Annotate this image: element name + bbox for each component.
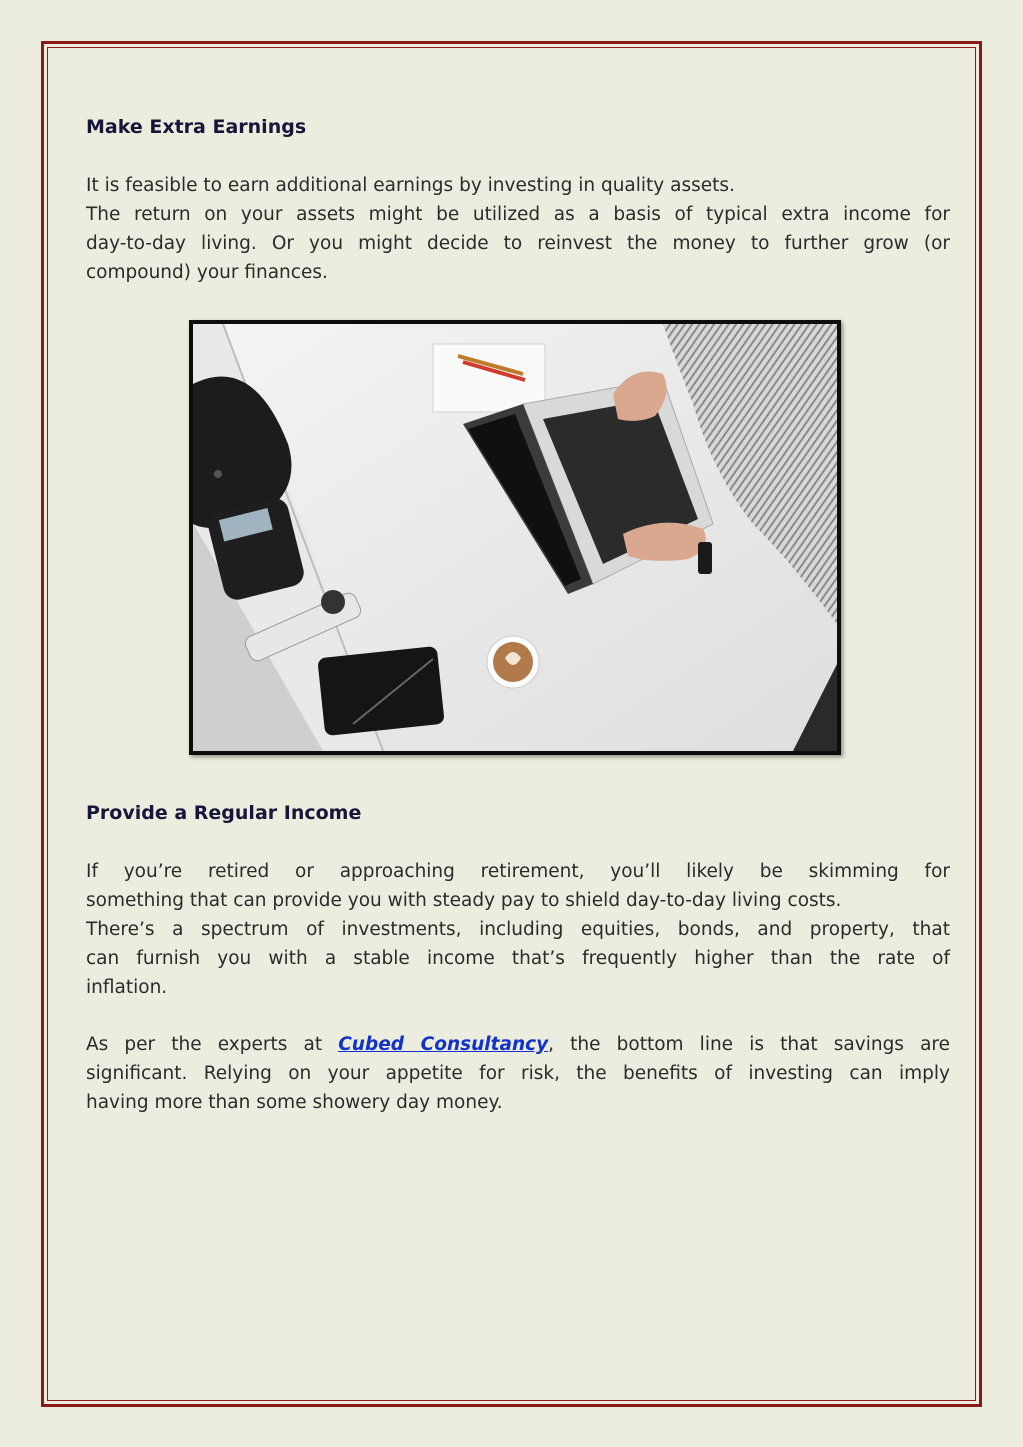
heading-make-extra-earnings: Make Extra Earnings [86, 116, 307, 138]
text-line: If you’re retired or approaching retirement, you’ll likely be skimming for [86, 861, 950, 882]
heading-provide-regular-income: Provide a Regular Income [86, 802, 362, 824]
text-line: having more than some showery day money. [86, 1092, 503, 1113]
office-desk-photo [189, 320, 841, 755]
text-line: The return on your assets might be utilized as a basis of typical extra income for [86, 204, 950, 225]
paragraph-feasible [86, 171, 950, 200]
text-prefix: As per the experts at [86, 1034, 339, 1055]
text-line: It is feasible to earn additional earnings by investing in quality assets. [86, 175, 735, 196]
paragraph-retired [86, 857, 950, 915]
text-suffix: , the bottom line is that savings are [548, 1034, 950, 1055]
office-desk-illustration [193, 324, 837, 751]
paragraph-spectrum [86, 915, 950, 1002]
text-line: compound) your finances. [86, 262, 328, 283]
text-line: day-to-day living. Or you might decide to reinvest the money to further grow (or [86, 233, 950, 254]
text-line: There’s a spectrum of investments, including equities, bonds, and property, that [86, 919, 950, 940]
text-line: can furnish you with a stable income that’s frequently higher than the rate of [86, 948, 950, 969]
cubed-consultancy-link[interactable]: Cubed Consultancy [338, 1034, 549, 1055]
text-line [86, 1030, 950, 1059]
paragraph-return [86, 200, 950, 287]
text-line: significant. Relying on your appetite for risk, the benefits of investing can imply [86, 1063, 950, 1084]
paragraph-experts [86, 1030, 950, 1117]
text-line: something that can provide you with steady pay to shield day-to-day living costs. [86, 890, 842, 911]
text-line: inflation. [86, 977, 168, 998]
